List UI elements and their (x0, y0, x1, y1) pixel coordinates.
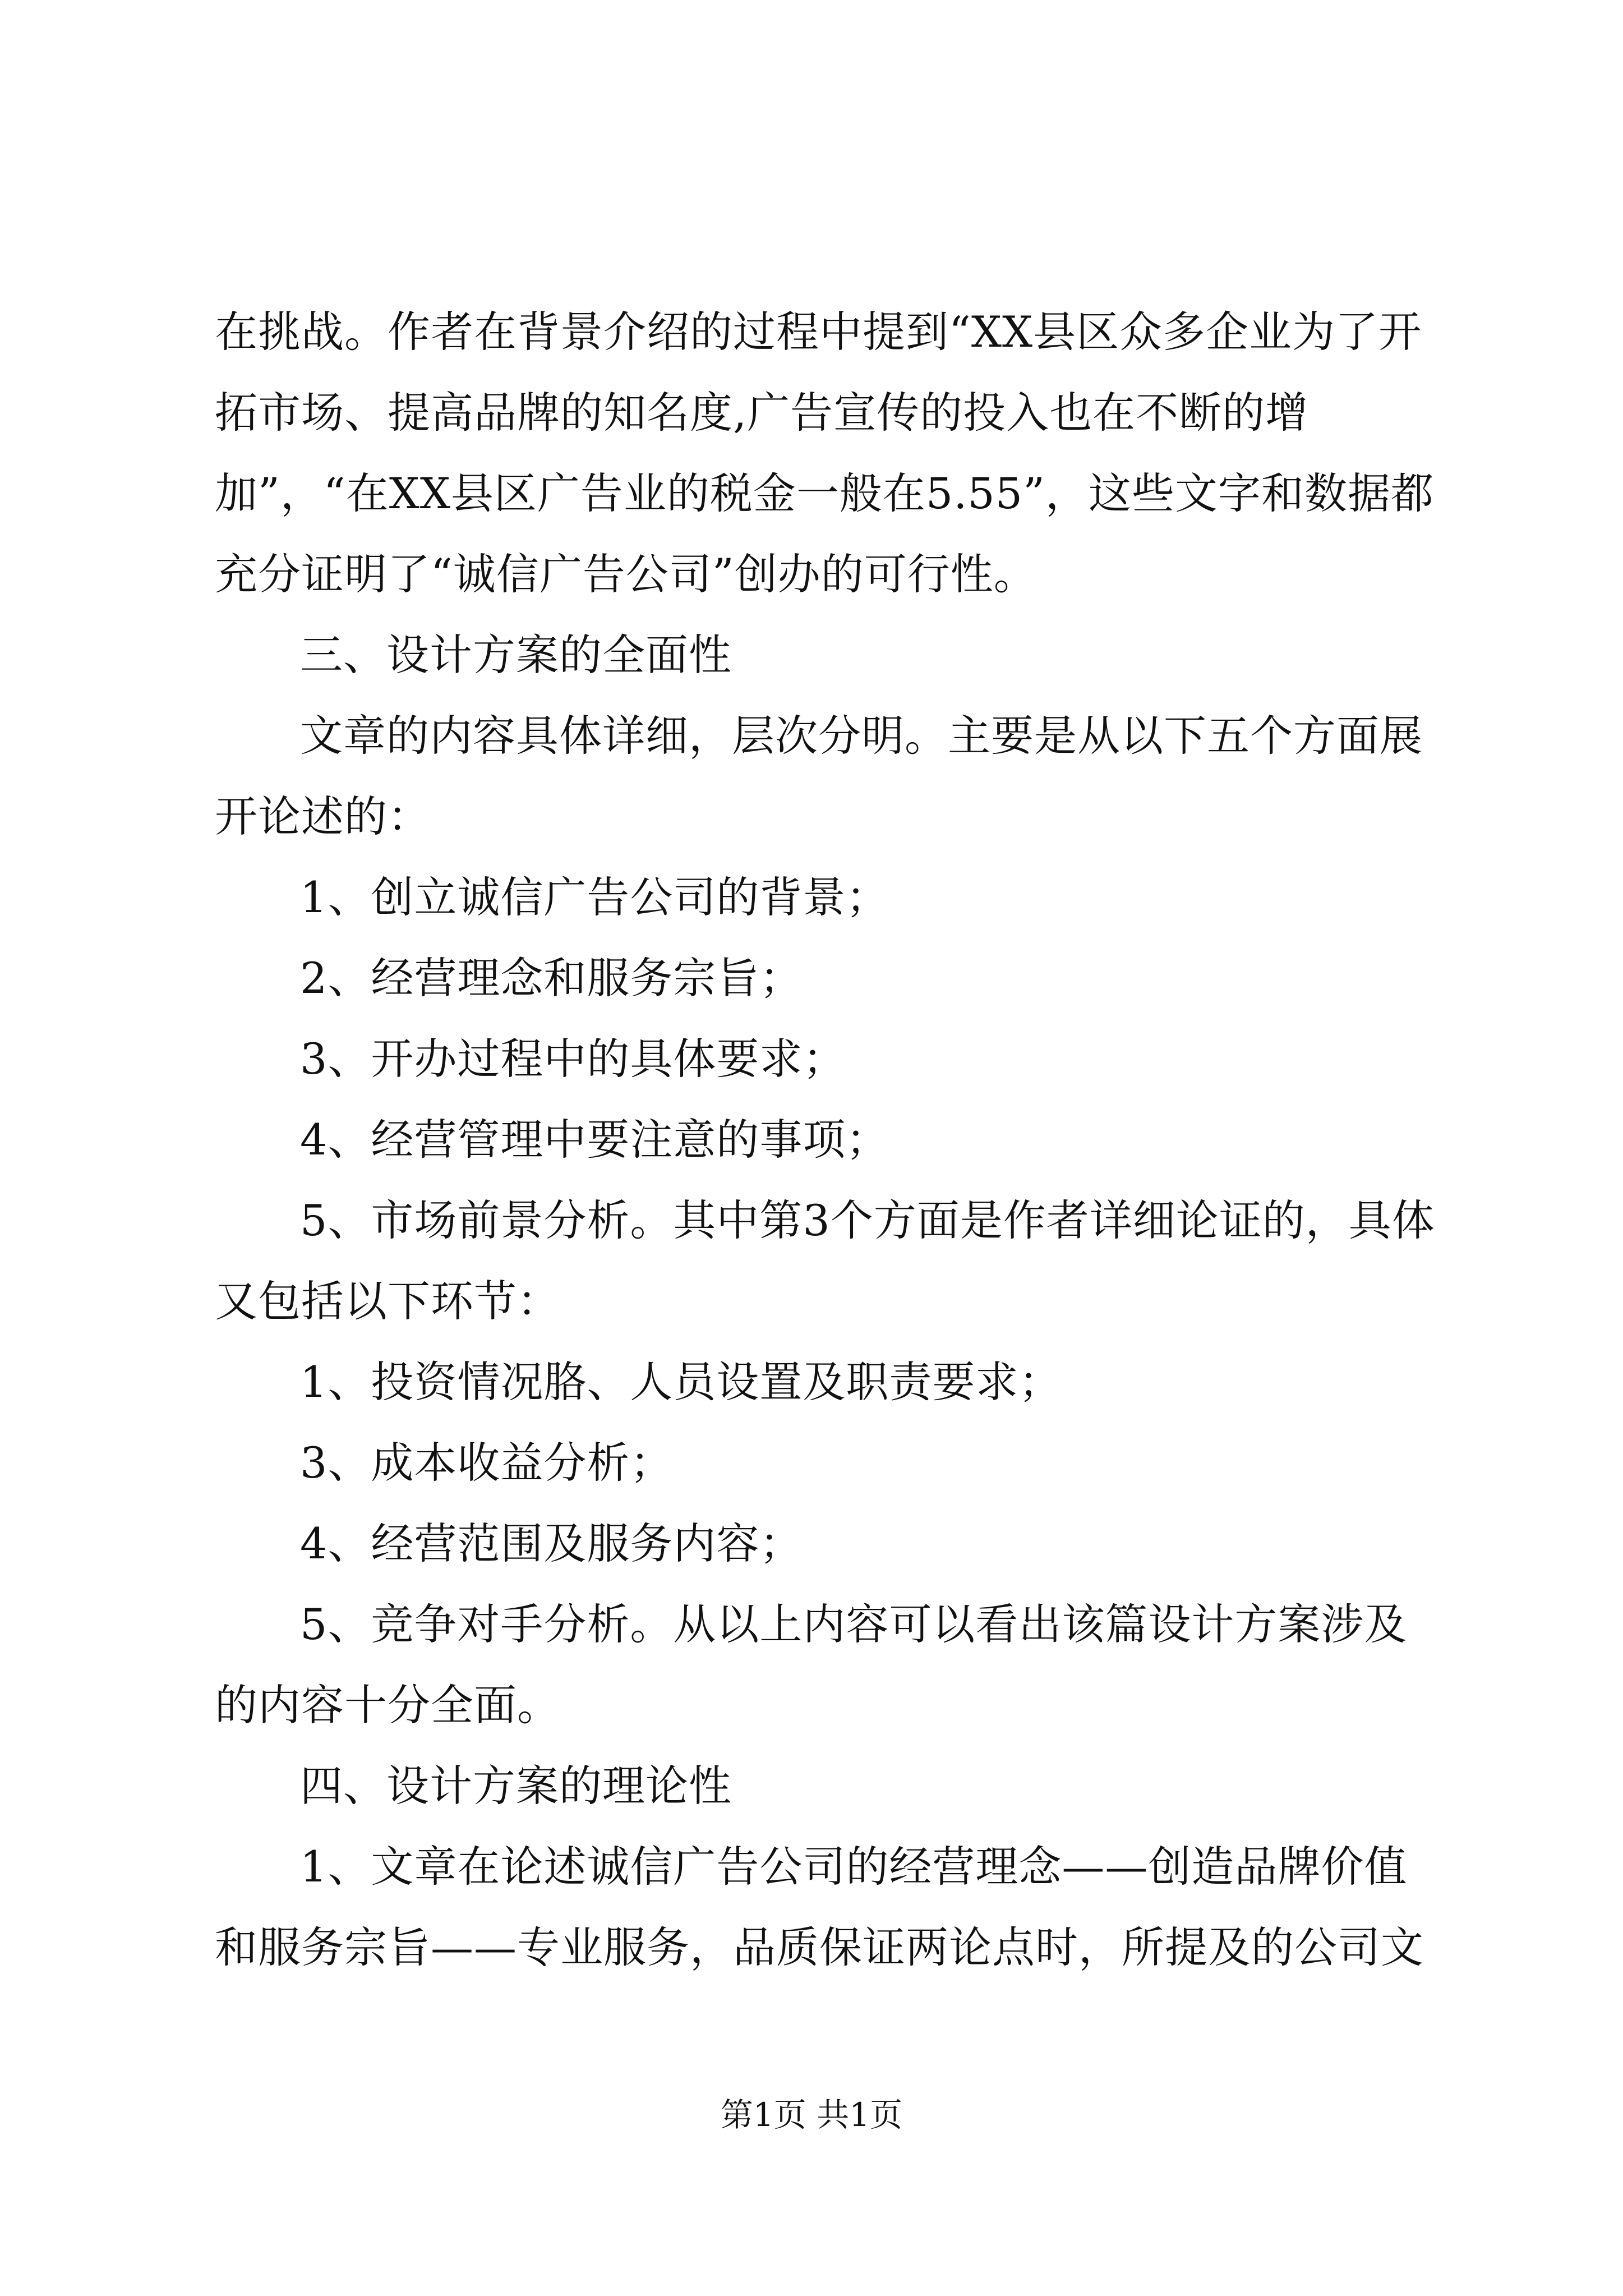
list-item: 4、经营管理中要注意的事项； (300, 1115, 889, 1165)
list-item: 3、开办过程中的具体要求； (300, 1034, 846, 1084)
paragraph-continuation: 在挑战。作者在背景介绍的过程中提到“XX县区众多企业为了开拓市场、提高品牌的知名度,广告宣传的投入也在不断的增加”，“在XX县区广告业的税金一般在5.55”，这些文字和数据都充分证明了“诚信广告公司”创办的可行性。 (215, 307, 1434, 599)
list-item: 3、成本收益分析； (300, 1438, 674, 1488)
section-heading-theory: 四、设计方案的理论性 (300, 1761, 732, 1811)
list-item: 4、经营范围及服务内容； (300, 1519, 803, 1568)
list-item: 5、市场前景分析。其中第3个方面是作者详细论证的，具体又包括以下环节： (215, 1195, 1435, 1326)
list-item: 1、创立诚信广告公司的背景； (300, 872, 889, 922)
section-heading-comprehensiveness: 三、设计方案的全面性 (300, 630, 732, 680)
list-item: 5、竞争对手分析。从以上内容可以看出该篇设计方案涉及的内容十分全面。 (215, 1599, 1408, 1730)
paragraph-overview: 文章的内容具体详细，层次分明。主要是从以下五个方面展开论述的： (215, 711, 1423, 841)
list-item: 2、经营理念和服务宗旨； (300, 953, 803, 1003)
document-body (215, 292, 1437, 1988)
list-item: 1、投资情况胳、人员设置及职责要求； (300, 1357, 1062, 1407)
page-footer: 第1页 共1页 (720, 2096, 903, 2134)
list-item: 1、文章在论述诚信广告公司的经营理念——创造品牌价值和服务宗旨——专业服务，品质保证两论点时，所提及的公司文 (215, 1842, 1424, 1972)
